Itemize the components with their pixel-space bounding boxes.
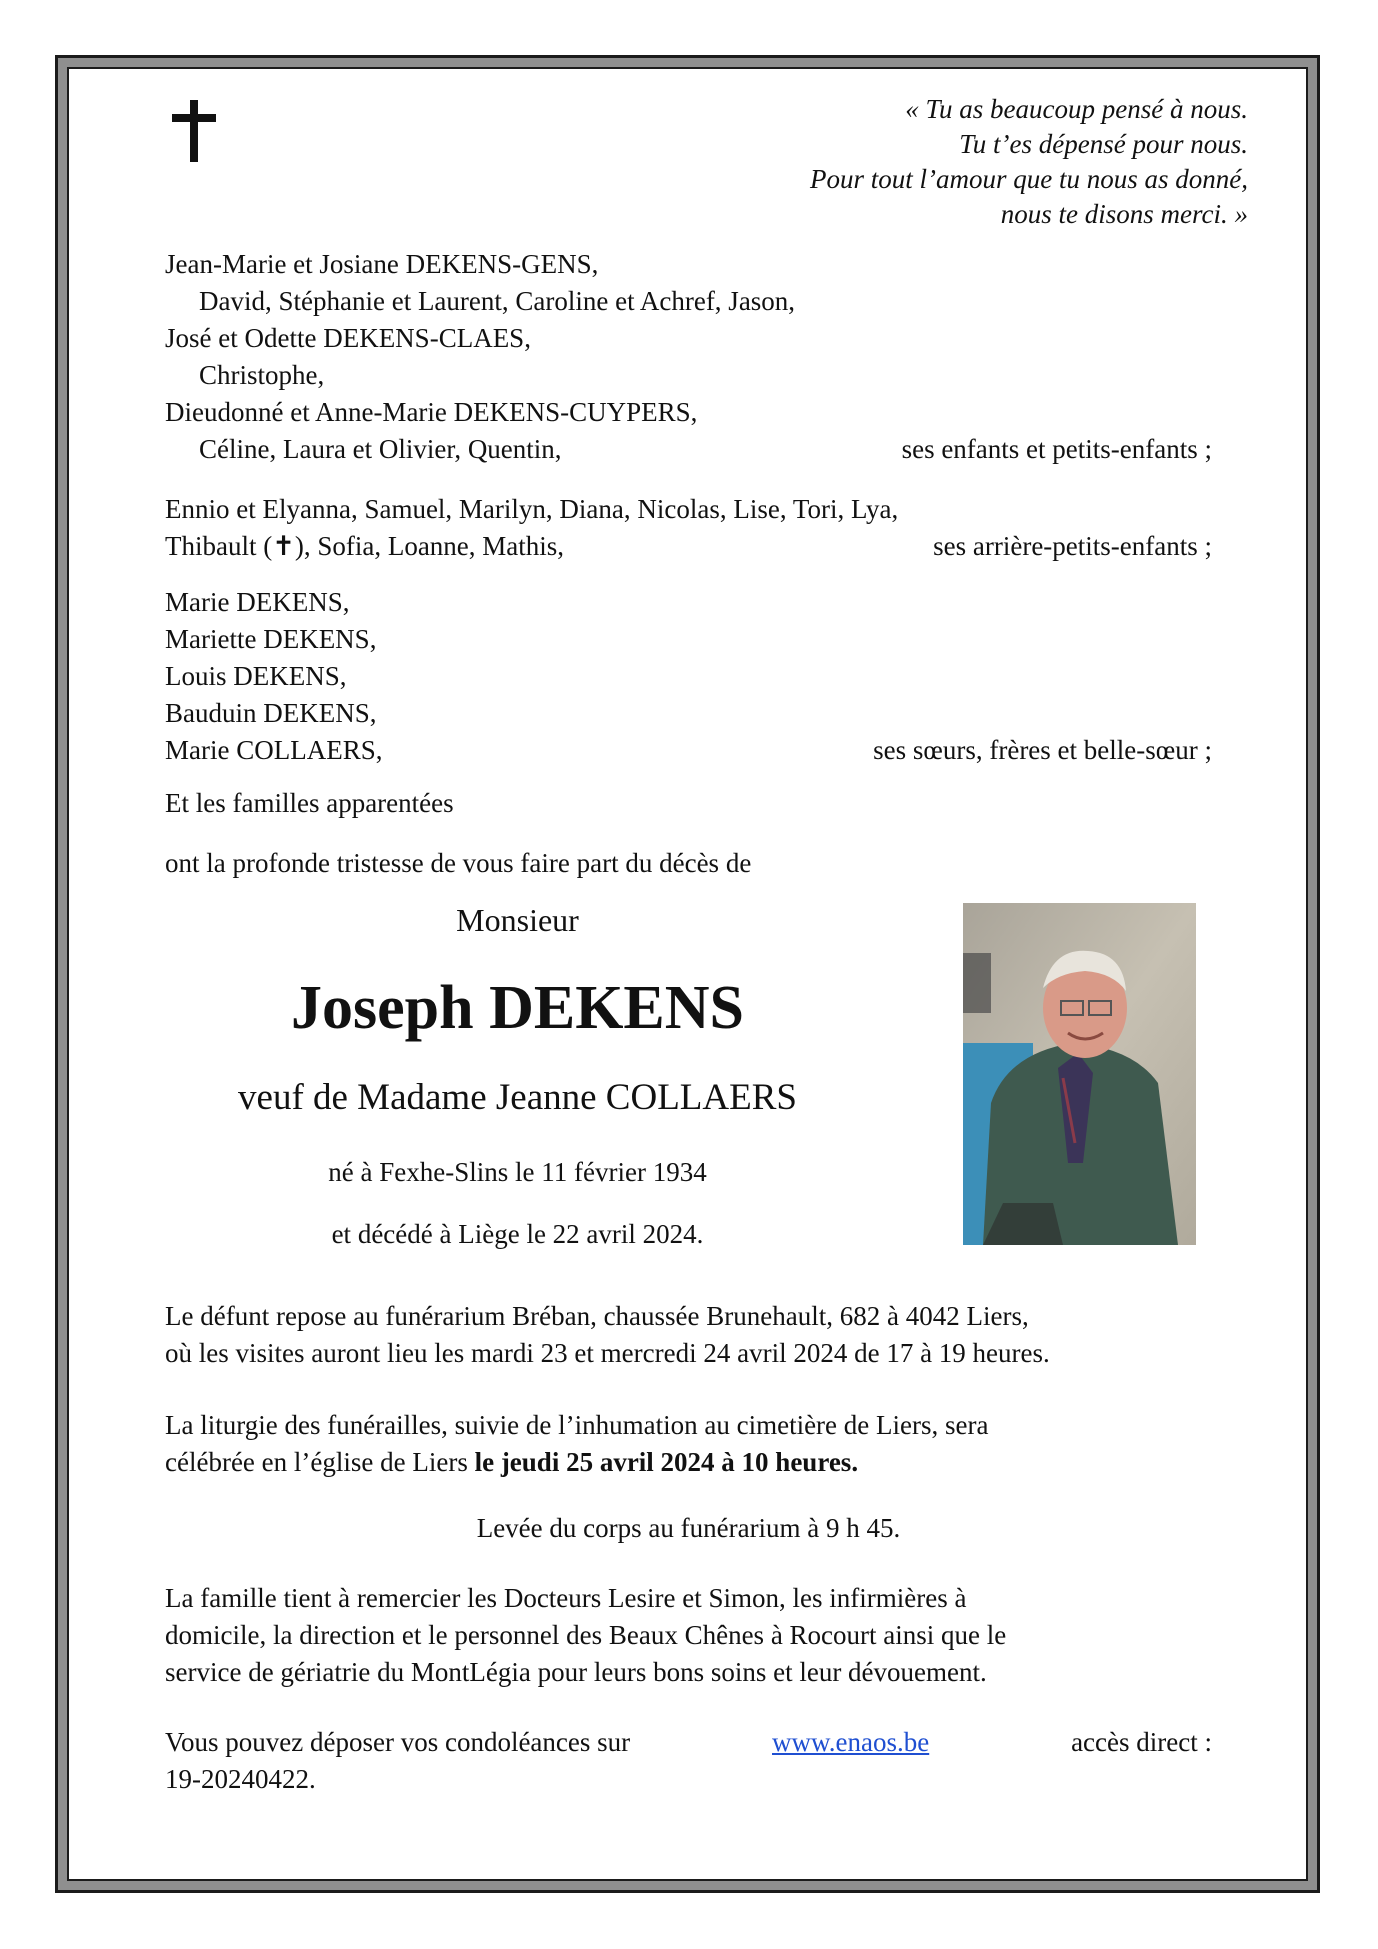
family-line: David, Stéphanie et Laurent, Caroline et Achref, Jason, xyxy=(199,286,796,316)
family-line: Christophe, xyxy=(199,360,325,390)
paragraph-line xyxy=(165,1724,1212,1761)
paragraph-line xyxy=(165,1298,1212,1335)
quote-line: nous te disons merci. » xyxy=(1000,199,1248,229)
family-line-last xyxy=(165,528,1212,565)
widow-of: veuf de Madame Jeanne COLLAERS xyxy=(238,1077,797,1118)
family-line-text: Céline, Laura et Olivier, Quentin, xyxy=(199,434,562,464)
paragraph-liturgy xyxy=(165,1407,1212,1481)
siblings-list xyxy=(165,584,1212,769)
great-grandchildren-list xyxy=(165,491,1212,565)
paragraph-repose xyxy=(165,1298,1212,1372)
paragraph-text: La famille tient à remercier les Docteurs Lesire et Simon, les infirmières à xyxy=(165,1583,967,1613)
paragraph-line xyxy=(165,1407,1212,1444)
children-list xyxy=(165,246,1212,468)
relationship-note: ses sœurs, frères et belle-sœur ; xyxy=(873,735,1212,765)
family-line: Bauduin DEKENS, xyxy=(165,698,377,728)
paragraph-line xyxy=(165,1617,1212,1654)
paragraph-text: célébrée en l’église de Liers xyxy=(165,1447,475,1477)
family-line-text: Thibault (✝), Sofia, Loanne, Mathis, xyxy=(165,531,565,561)
quote-line: « Tu as beaucoup pensé à nous. xyxy=(905,94,1248,124)
paragraph-line: où les visites auront lieu les mardi 23 et mercredi 24 avril 2024 de 17 à 19 heures. xyxy=(165,1338,1050,1368)
announcement xyxy=(165,845,1212,882)
related-families xyxy=(165,785,1212,822)
relationship-note: ses enfants et petits-enfants ; xyxy=(901,434,1212,464)
family-line: Ennio et Elyanna, Samuel, Marilyn, Diana, Nicolas, Lise, Tori, Lya, xyxy=(165,494,899,524)
death-info: et décédé à Liège le 22 avril 2024. xyxy=(331,1219,704,1249)
deceased-photo xyxy=(963,903,1196,1245)
paragraph-line xyxy=(165,1444,1212,1481)
family-line: José et Odette DEKENS-CLAES, xyxy=(165,323,531,353)
family-line: Dieudonné et Anne-Marie DEKENS-CUYPERS, xyxy=(165,397,698,427)
announcement-text: ont la profonde tristesse de vous faire part du décès de xyxy=(165,848,752,878)
ceremony-date: le jeudi 25 avril 2024 à 10 heures. xyxy=(474,1447,859,1477)
family-line: Marie DEKENS, xyxy=(165,587,350,617)
relationship-note: ses arrière-petits-enfants ; xyxy=(933,531,1212,561)
related-families-text: Et les familles apparentées xyxy=(165,788,454,818)
paragraph-thanks xyxy=(165,1580,1212,1691)
paragraph-condolences xyxy=(165,1724,1212,1798)
cross-icon xyxy=(172,100,216,162)
paragraph-line: service de gériatrie du MontLégia pour leurs bons soins et leur dévouement. xyxy=(165,1657,987,1687)
deceased-title: Monsieur xyxy=(456,902,579,938)
paragraph-text: accès direct : xyxy=(1071,1727,1212,1757)
condolences-link[interactable]: www.enaos.be xyxy=(772,1727,930,1757)
family-line: Mariette DEKENS, xyxy=(165,624,377,654)
family-line: Jean-Marie et Josiane DEKENS-GENS, xyxy=(165,249,599,279)
paragraph-text: domicile, la direction et le personnel des Beaux Chênes à Rocourt ainsi que le xyxy=(165,1620,1007,1650)
birth-info: né à Fexhe-Slins le 11 février 1934 xyxy=(328,1157,707,1187)
paragraph-text: Le défunt repose au funérarium Bréban, chaussée Brunehault, 682 à 4042 Liers, xyxy=(165,1301,1029,1331)
family-line: Louis DEKENS, xyxy=(165,661,347,691)
family-line-last xyxy=(165,431,1212,468)
paragraph-text: Vous pouvez déposer vos condoléances sur xyxy=(165,1727,631,1757)
family-line-text: Marie COLLAERS, xyxy=(165,735,383,765)
quote-line: Tu t’es dépensé pour nous. xyxy=(959,129,1248,159)
deceased-name: Joseph DEKENS xyxy=(290,974,745,1042)
paragraph-levee: Levée du corps au funérarium à 9 h 45. xyxy=(476,1513,901,1543)
quote-line: Pour tout l’amour que tu nous as donné, xyxy=(810,164,1248,194)
epitaph-quote xyxy=(688,92,1248,232)
paragraph-text: La liturgie des funérailles, suivie de l’inhumation au cimetière de Liers, sera xyxy=(165,1410,989,1440)
access-code: 19-20240422. xyxy=(165,1764,316,1794)
paragraph-line xyxy=(165,1580,1212,1617)
family-line-last xyxy=(165,732,1212,769)
